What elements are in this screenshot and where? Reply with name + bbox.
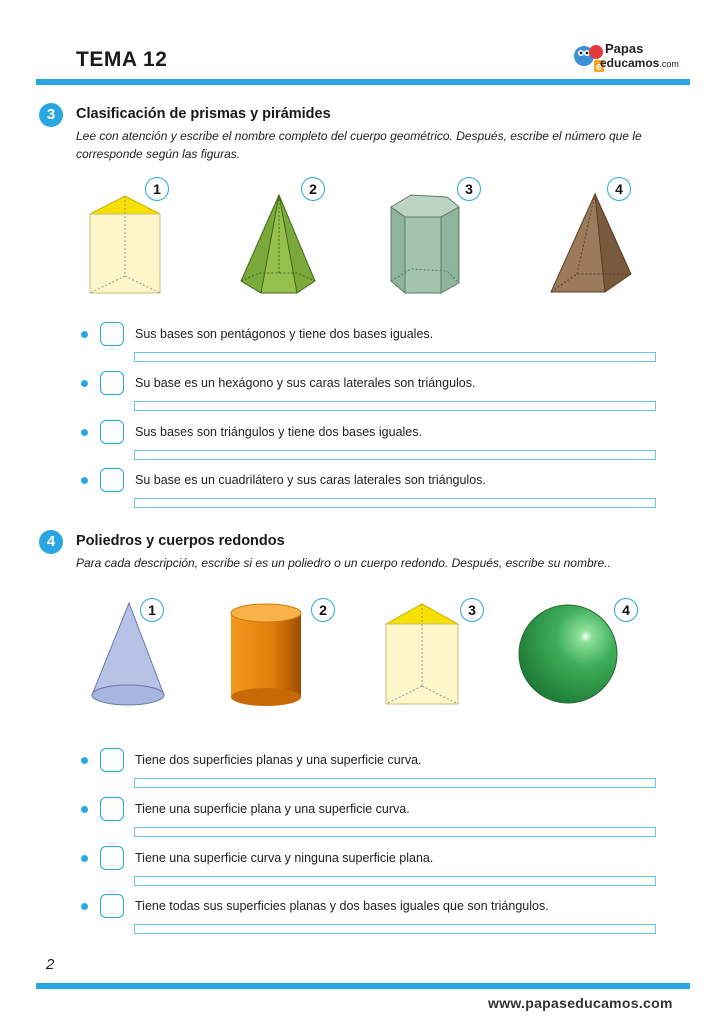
hexagonal-pyramid-figure: [241, 195, 321, 295]
bullet: [81, 903, 88, 910]
answer-line-3-1[interactable]: [134, 352, 656, 362]
answer-line-3-4[interactable]: [134, 498, 656, 508]
logo-text-educamos: educamos.com: [600, 56, 679, 70]
question-4-4: Tiene todas sus superficies planas y dos bases iguales que son triángulos.: [135, 899, 549, 913]
triangular-prism-figure: [384, 604, 464, 709]
question-4-1: Tiene dos superficies planas y una superficie curva.: [135, 753, 422, 767]
figure-number-3: 3: [460, 598, 484, 622]
footer-divider: [36, 983, 690, 989]
figure-number-2: 2: [301, 177, 325, 201]
footer-url[interactable]: www.papaseducamos.com: [488, 995, 673, 1011]
figure-number-4: 4: [614, 598, 638, 622]
question-3-4: Su base es un cuadrilátero y sus caras laterales son triángulos.: [135, 473, 486, 487]
answer-number-box-3-2[interactable]: [100, 371, 124, 395]
bullet: [81, 429, 88, 436]
figure-number-1: 1: [145, 177, 169, 201]
answer-number-box-4-3[interactable]: [100, 846, 124, 870]
answer-number-box-4-1[interactable]: [100, 748, 124, 772]
question-3-1: Sus bases son pentágonos y tiene dos bases iguales.: [135, 327, 434, 341]
answer-number-box-4-2[interactable]: [100, 797, 124, 821]
figure-number-3: 3: [457, 177, 481, 201]
question-3-2: Su base es un hexágono y sus caras laterales son triángulos.: [135, 376, 476, 390]
answer-line-4-2[interactable]: [134, 827, 656, 837]
pentagonal-prism-figure: [389, 195, 464, 295]
answer-line-4-3[interactable]: [134, 876, 656, 886]
answer-line-4-4[interactable]: [134, 924, 656, 934]
question-4-2: Tiene una superficie plana y una superficie curva.: [135, 802, 410, 816]
bullet: [81, 757, 88, 764]
answer-line-3-3[interactable]: [134, 450, 656, 460]
answer-number-box-3-1[interactable]: [100, 322, 124, 346]
header-divider: [36, 79, 690, 85]
figure-number-2: 2: [311, 598, 335, 622]
bullet: [81, 331, 88, 338]
triangular-prism-figure: [88, 196, 168, 296]
square-pyramid-figure: [549, 194, 634, 294]
answer-number-box-4-4[interactable]: [100, 894, 124, 918]
section-3-instructions: Lee con atención y escribe el nombre completo del cuerpo geométrico. Después, escribe el número que le corresponde según las figuras.: [76, 129, 642, 161]
cylinder-figure: [231, 603, 303, 708]
answer-number-box-3-4[interactable]: [100, 468, 124, 492]
section-4-instructions: Para cada descripción, escribe si es un poliedro o un cuerpo redondo. Después, escribe su nombre..: [76, 556, 611, 570]
answer-line-4-1[interactable]: [134, 778, 656, 788]
section-3-number: 3: [39, 103, 63, 127]
bullet: [81, 477, 88, 484]
bullet: [81, 855, 88, 862]
bullet: [81, 806, 88, 813]
question-4-3: Tiene una superficie curva y ninguna superficie plana.: [135, 851, 434, 865]
answer-number-box-3-3[interactable]: [100, 420, 124, 444]
section-3-title: Clasificación de prismas y pirámides: [76, 106, 331, 122]
section-4-title: Poliedros y cuerpos redondos: [76, 533, 285, 549]
logo-text-papas: Papas: [605, 41, 644, 56]
figure-number-1: 1: [140, 598, 164, 622]
sphere-figure: [518, 604, 618, 704]
svg-text:e: e: [596, 61, 603, 73]
bullet: [81, 380, 88, 387]
answer-line-3-2[interactable]: [134, 401, 656, 411]
section-4-number: 4: [39, 530, 63, 554]
page-title: TEMA 12: [76, 48, 168, 71]
figure-number-4: 4: [607, 177, 631, 201]
question-3-3: Sus bases son triángulos y tiene dos bases iguales.: [135, 425, 422, 439]
page-number: 2: [46, 956, 55, 973]
